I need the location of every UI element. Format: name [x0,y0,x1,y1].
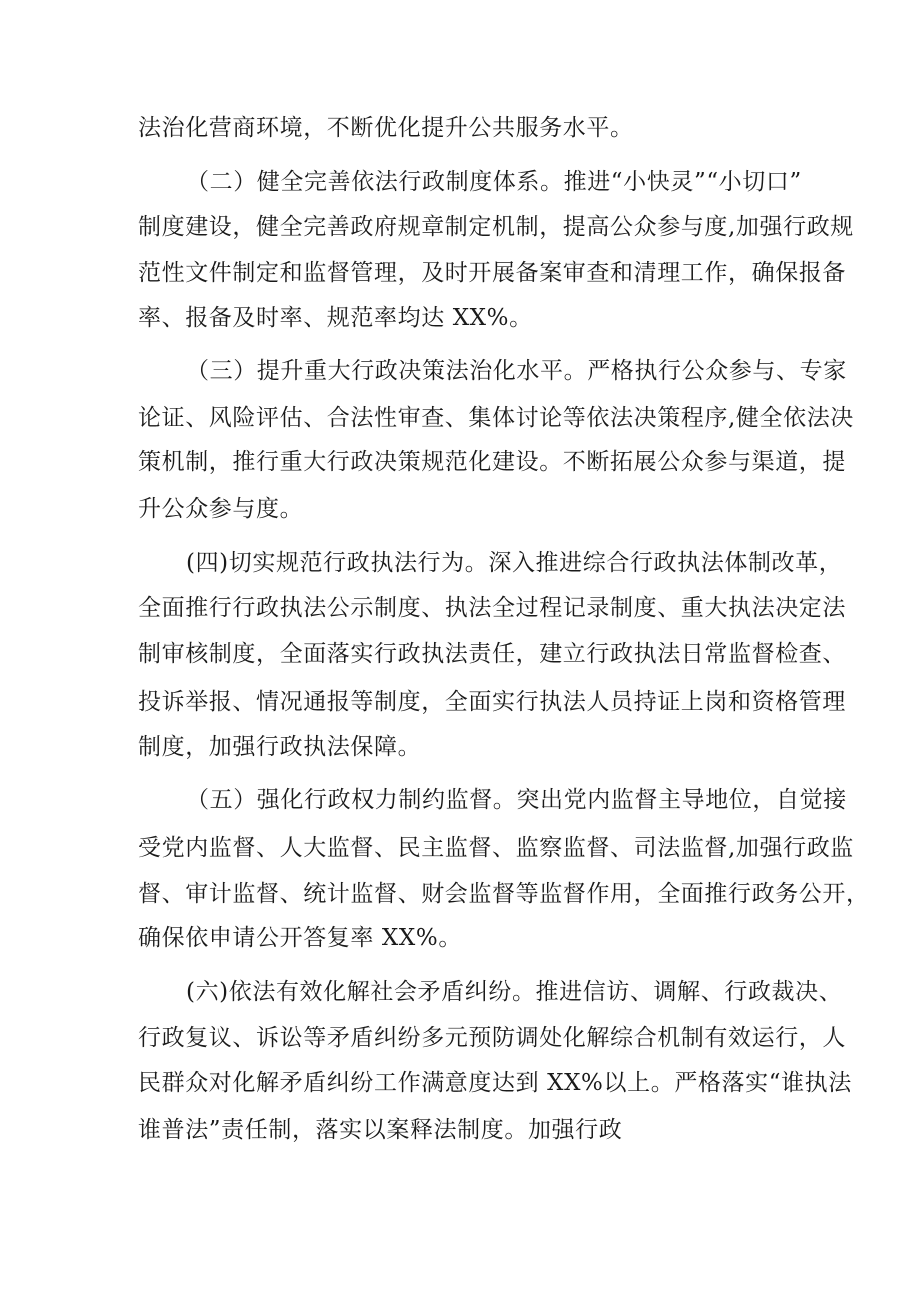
text-line: 谁普法”责任制，落实以案释法制度。加强行政 [138,1117,623,1143]
text-line: 确保依申请公开答复率 XX%。 [138,925,462,951]
text-line: 论证、风险评估、合法性审查、集体讨论等依法决策程序,健全依法决 [138,405,854,431]
text-line: 督、审计监督、统计监督、财会监督等监督作用，全面推行政务公开， [138,881,870,907]
text-line: 制度，加强行政执法保障。 [138,734,422,760]
text-line: 制度建设，健全完善政府规章制定机制，提高公众参与度,加强行政规 [138,214,854,240]
paragraph-heading-line: （三）提升重大行政决策法治化水平。严格执行公众参与、专家 [186,358,847,384]
text-line: 制审核制度，全面落实行政执法责任，建立行政执法日常监督检查、 [138,641,846,667]
text-line: 率、报备及时率、规范率均达 XX%。 [138,305,533,331]
text-line: 法治化营商环境，不断优化提升公共服务水平。 [138,115,634,141]
paragraph-heading-line: （二）健全完善依法行政制度体系。推进“小快灵”“小切口” [186,169,802,195]
text-line: 投诉举报、情况通报等制度，全面实行执法人员持证上岗和资格管理 [138,689,846,715]
text-line: 受党内监督、人大监督、民主监督、监察监督、司法监督,加强行政监 [138,835,854,861]
paragraph-heading-line: (六)依法有效化解社会矛盾纠纷。推进信访、调解、行政裁决、 [186,979,843,1005]
text-line: 范性文件制定和监督管理，及时开展备案审查和清理工作，确保报备 [138,260,846,286]
text-line: 全面推行行政执法公示制度、执法全过程记录制度、重大执法决定法 [138,595,846,621]
text-line: 策机制，推行重大行政决策规范化建设。不断拓展公众参与渠道，提 [138,449,846,475]
paragraph-heading-line: (四)切实规范行政执法行为。深入推进综合行政执法体制改革， [186,550,843,576]
paragraph-heading-line: （五）强化行政权力制约监督。突出党内监督主导地位，自觉接 [186,787,847,813]
text-line: 民群众对化解矛盾纠纷工作满意度达到 XX%以上。严格落实“谁执法 [138,1070,852,1096]
text-line: 行政复议、诉讼等矛盾纠纷多元预防调处化解综合机制有效运行，人 [138,1025,846,1051]
text-line: 升公众参与度。 [138,496,304,522]
